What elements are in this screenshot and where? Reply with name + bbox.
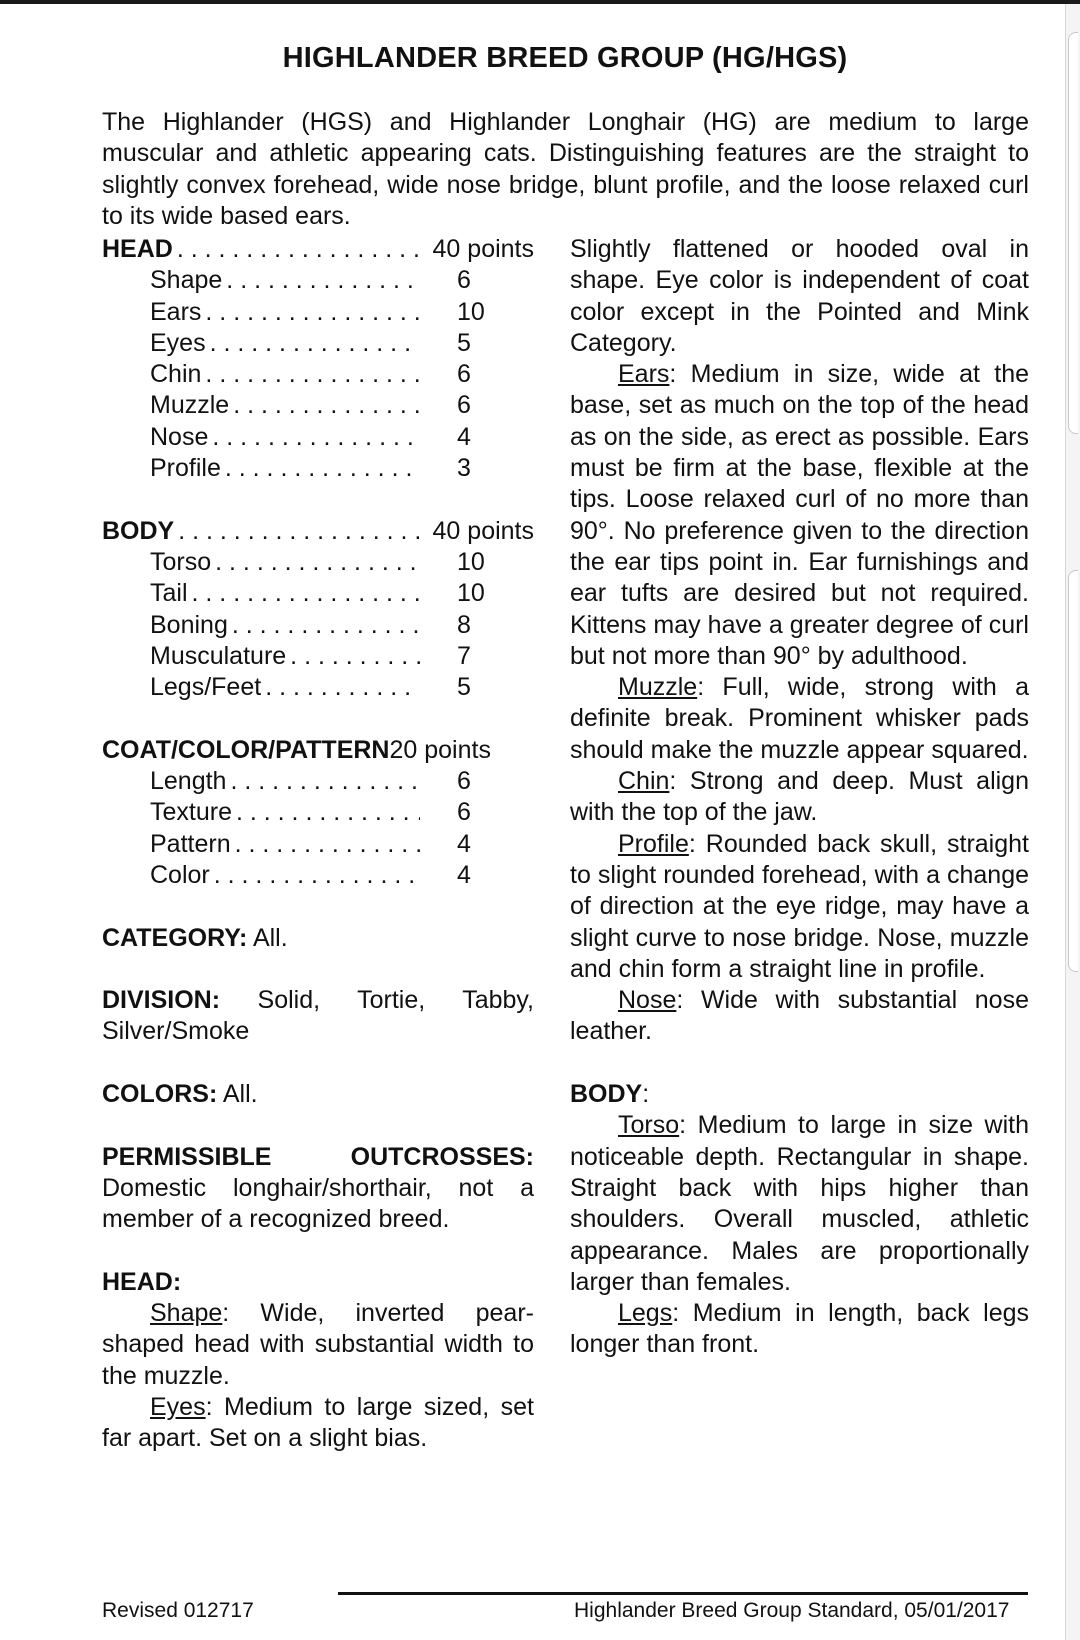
score-section-header <box>102 735 534 766</box>
colors-value: All. <box>217 1080 258 1109</box>
category-label: CATEGORY: <box>102 923 248 952</box>
score-item-points: 6 <box>457 391 471 420</box>
head-shape-desc <box>102 1298 534 1392</box>
shape-term: Shape <box>150 1299 223 1328</box>
score-item-label: Boning <box>150 610 228 639</box>
score-item-label: Muzzle <box>150 391 230 420</box>
score-section <box>102 516 534 704</box>
score-item-row <box>102 766 534 797</box>
footer-standard-title: Highlander Breed Group Standard, 05/01/2017 <box>574 1599 1010 1622</box>
score-item-points: 8 <box>457 610 471 639</box>
left-column <box>102 234 534 1455</box>
dot-leader <box>210 328 420 359</box>
score-item-label: Legs/Feet <box>150 673 262 702</box>
score-item-points: 4 <box>457 860 471 889</box>
score-item-points: 5 <box>457 673 471 702</box>
nose-term: Nose <box>618 986 677 1015</box>
score-item-row <box>102 672 534 703</box>
score-item-row <box>102 860 534 891</box>
outcrosses-value: Domestic longhair/shorthair, not a member of a recognized breed. <box>102 1173 534 1234</box>
outcrosses-label: PERMISSIBLE OUTCROSSES: <box>102 1142 534 1171</box>
score-section-points: 40 points <box>432 516 534 545</box>
score-item-label: Musculature <box>150 641 287 670</box>
score-item-label: Shape <box>150 266 223 295</box>
dot-leader <box>230 766 420 797</box>
score-item-points: 4 <box>457 422 471 451</box>
profile-term: Profile <box>618 829 689 858</box>
dot-leader <box>226 265 420 296</box>
score-item-points: 10 <box>457 579 485 608</box>
score-section <box>102 735 534 891</box>
score-item-label: Eyes <box>150 328 206 357</box>
outcrosses-line <box>102 1142 534 1236</box>
dot-leader <box>212 422 420 453</box>
score-item-label: Profile <box>150 454 221 483</box>
muzzle-term: Muzzle <box>618 673 698 702</box>
score-item-row <box>102 390 534 421</box>
ears-desc <box>570 359 1029 672</box>
point-score-table <box>102 234 534 891</box>
score-item-row <box>102 578 534 609</box>
dot-leader <box>265 672 420 703</box>
score-item-label: Tail <box>150 579 188 608</box>
chin-desc <box>570 766 1029 829</box>
eyes-term: Eyes <box>150 1392 206 1421</box>
score-item-points: 10 <box>457 297 485 326</box>
dot-leader <box>225 453 420 484</box>
colors-label: COLORS: <box>102 1080 218 1109</box>
footer-revision: Revised 012717 <box>102 1599 254 1622</box>
score-item-points: 6 <box>457 767 471 796</box>
score-section-header <box>102 234 534 265</box>
score-item-row <box>102 422 534 453</box>
body-heading-label: BODY <box>570 1080 643 1109</box>
dot-leader <box>290 641 420 672</box>
score-item-points: 3 <box>457 454 471 483</box>
score-item-points: 10 <box>457 547 485 576</box>
legs-term: Legs <box>618 1299 673 1328</box>
top-border <box>0 0 1080 4</box>
score-item-label: Nose <box>150 422 209 451</box>
score-item-row <box>102 265 534 296</box>
score-item-label: Length <box>150 767 227 796</box>
score-item-row <box>102 297 534 328</box>
score-section-points: 20 points <box>389 735 491 764</box>
muzzle-desc <box>570 672 1029 766</box>
footer-rule <box>338 1592 1028 1595</box>
ears-term: Ears <box>618 360 670 389</box>
score-item-label: Torso <box>150 547 212 576</box>
dot-leader <box>178 516 420 547</box>
dot-leader <box>192 578 420 609</box>
chin-term: Chin <box>618 767 670 796</box>
torso-text: : Medium to large in size with noticeable depth. Rectangular in shape. Straight back with hips higher than shoulders. Overall muscled, athletic appearance. Males are proportionally larger than females. <box>570 1111 1029 1296</box>
score-item-row <box>102 453 534 484</box>
score-item-label: Pattern <box>150 829 231 858</box>
score-section-points: 40 points <box>432 235 534 263</box>
edge-tab-lower[interactable] <box>1068 570 1078 972</box>
score-item-row <box>102 641 534 672</box>
score-section-header <box>102 516 534 547</box>
score-item-points: 6 <box>457 360 471 389</box>
score-item-label: Ears <box>150 297 202 326</box>
score-item-row <box>102 547 534 578</box>
score-item-row <box>102 829 534 860</box>
head-heading: HEAD: <box>102 1267 182 1296</box>
score-section-label: HEAD <box>102 235 173 263</box>
dot-leader <box>205 359 420 390</box>
legs-desc <box>570 1298 1029 1361</box>
edge-tab-upper[interactable] <box>1068 32 1078 434</box>
profile-text: : Rounded back skull, straight to slight rounded forehead, with a change of direction at the eye ridge, may have a slight curve to nose bridge. Nose, muzzle and chin form a straight line in profile. <box>570 829 1029 983</box>
intro-paragraph: The Highlander (HGS) and Highlander Longhair (HG) are medium to large muscular and athletic appearing cats. Distinguishing features are the straight to slightly convex forehead, wide nose bridge, blunt profile, and the loose relaxed curl to its wide based ears. <box>102 108 1029 230</box>
score-item-points: 5 <box>457 328 471 357</box>
dot-leader <box>233 390 420 421</box>
dot-leader <box>232 610 420 641</box>
score-item-points: 6 <box>457 798 471 827</box>
head-eyes-desc <box>102 1392 534 1455</box>
right-column <box>570 234 1029 1361</box>
torso-desc <box>570 1110 1029 1298</box>
division-line <box>102 985 534 1048</box>
score-item-label: Texture <box>150 798 232 827</box>
body-heading-colon: : <box>642 1080 650 1109</box>
colors-line <box>102 1079 534 1110</box>
profile-desc <box>570 829 1029 985</box>
score-section-label: COAT/COLOR/PATTERN <box>102 735 390 764</box>
score-item-label: Color <box>150 860 210 889</box>
score-section-label: BODY <box>102 516 175 545</box>
page-title: HIGHLANDER BREED GROUP (HG/HGS) <box>282 42 848 74</box>
category-value: All. <box>247 923 288 952</box>
ears-text: : Medium in size, wide at the base, set as much on the top of the head as on the side, as erect as possible. Ears must be firm at the base, flexible at the tips. Loose relaxed curl of no more than 90°. No preference given to the direction the ear tips point in. Ear furnishings and ear tufts are desired but not required. Kittens may have a greater degree of curl but not more than 90° by adulthood. <box>570 360 1029 670</box>
dot-leader <box>214 860 420 891</box>
eyes-desc-continued: Slightly flattened or hooded oval in shape. Eye color is independent of coat color except in the Pointed and Mink Category. <box>570 235 1029 357</box>
muzzle-text: : Full, wide, strong with a definite break. Prominent whisker pads should make the muzzle appear squared. <box>570 673 1029 764</box>
score-item-row <box>102 359 534 390</box>
dot-leader <box>236 797 420 828</box>
score-item-label: Chin <box>150 360 202 389</box>
shape-text: : Wide, inverted pear-shaped head with substantial width to the muzzle. <box>102 1299 534 1390</box>
legs-text: : Medium in length, back legs longer than front. <box>570 1299 1029 1359</box>
torso-term: Torso <box>618 1111 680 1140</box>
division-label: DIVISION: <box>102 986 221 1015</box>
dot-leader <box>205 297 420 328</box>
score-section <box>102 234 534 484</box>
eyes-text-part1: : Medium to large sized, set far apart. Set on a slight bias. <box>102 1392 534 1453</box>
nose-text: : Wide with substantial nose leather. <box>570 986 1029 1046</box>
division-value: Solid, Tortie, Tabby, Silver/Smoke <box>102 986 534 1046</box>
score-item-row <box>102 610 534 641</box>
score-item-points: 4 <box>457 829 471 858</box>
score-item-points: 6 <box>457 266 471 295</box>
chin-text: : Strong and deep. Must align with the top of the jaw. <box>570 767 1029 827</box>
dot-leader <box>235 829 420 860</box>
dot-leader <box>215 547 420 578</box>
dot-leader <box>177 234 420 265</box>
score-item-points: 7 <box>457 641 471 670</box>
right-edge-handle[interactable] <box>1065 4 1080 1640</box>
body-heading <box>570 1079 1029 1110</box>
category-line <box>102 923 534 954</box>
score-item-row <box>102 797 534 828</box>
nose-desc <box>570 985 1029 1048</box>
score-item-row <box>102 328 534 359</box>
